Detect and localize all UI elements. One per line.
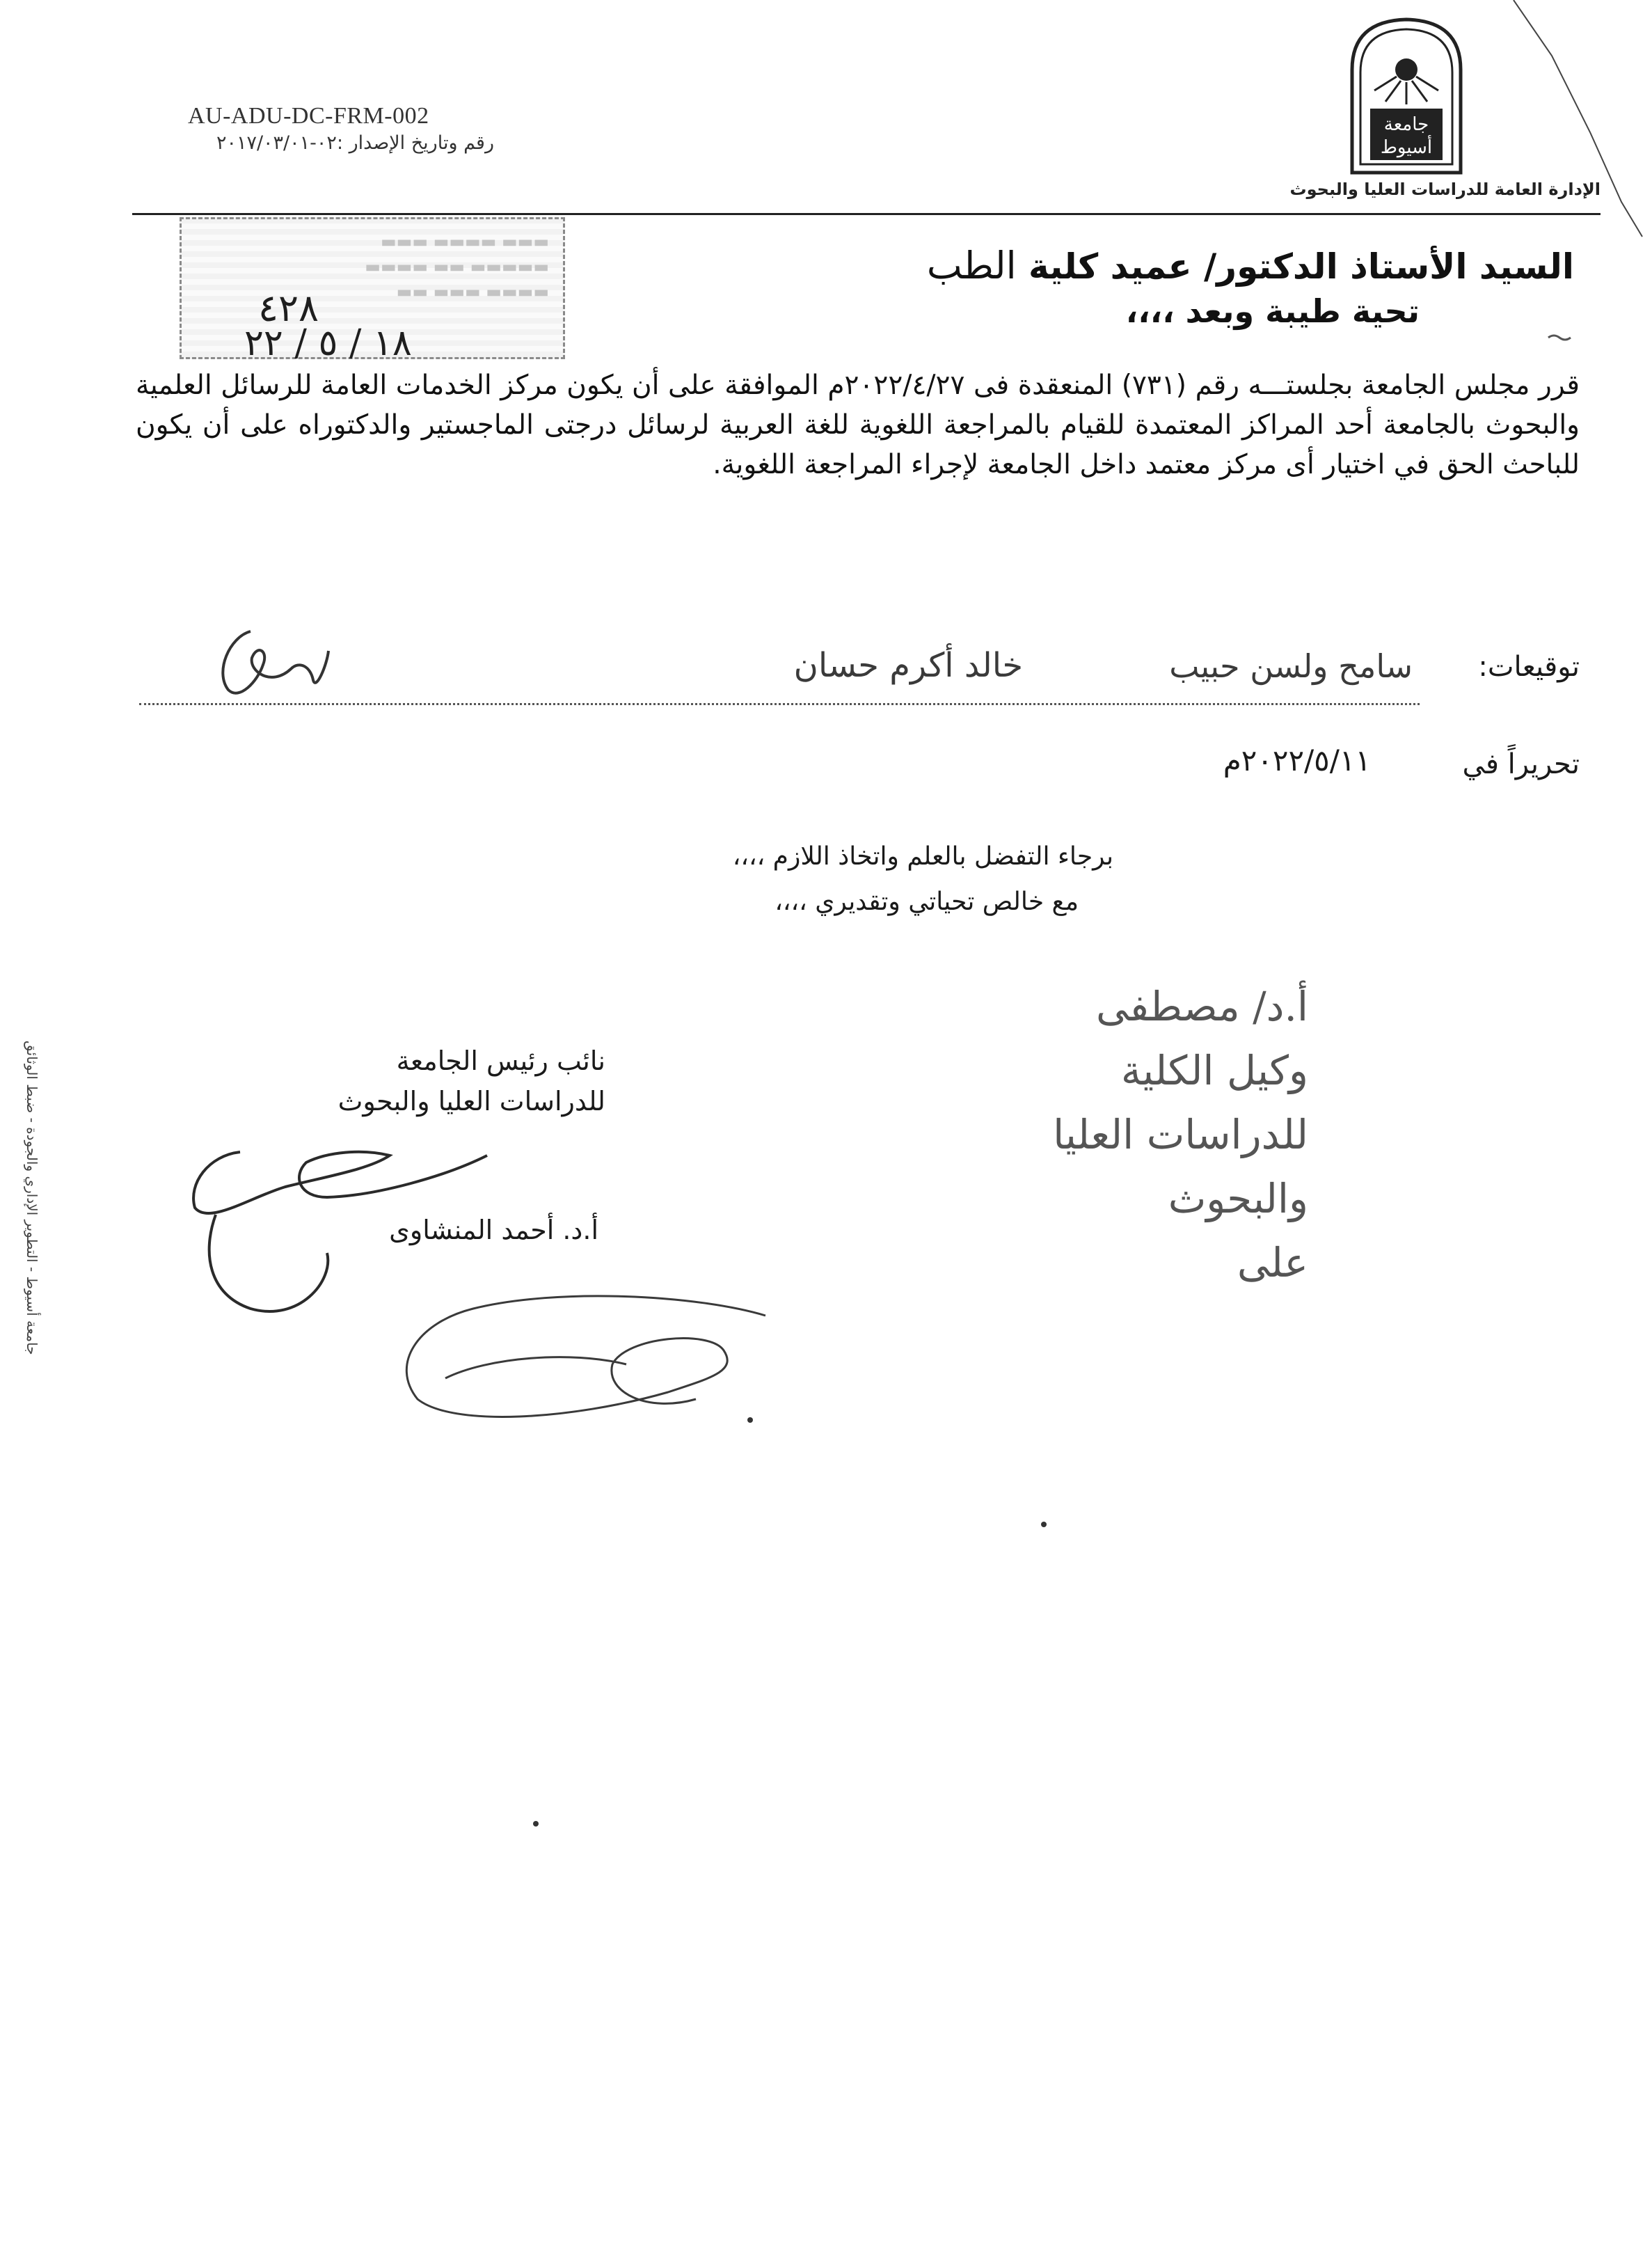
addressee xyxy=(696,244,1574,287)
mark-near-greeting xyxy=(1548,336,1571,340)
signatures-label: توقيعات: xyxy=(1478,651,1580,683)
incoming-stamp xyxy=(180,217,565,364)
logo-text-line-2: أسيوط xyxy=(1380,137,1433,158)
dated-value: ٢٠٢٢/٥/١١م xyxy=(1223,743,1371,778)
handwritten-note-line-3: للدراسات العليا xyxy=(1053,1111,1308,1158)
addressee-prefix: السيد الأستاذ الدكتور/ عميد كلية xyxy=(1028,246,1574,287)
signature-name-2: خالد أكرم حسان xyxy=(793,646,1023,685)
signatory-name: أ.د. أحمد المنشاوى xyxy=(389,1215,598,1245)
signatory-title xyxy=(230,1041,605,1121)
scan-dot-3 xyxy=(747,1417,753,1423)
stamp-date: ١٨ / ٥ / ٢٢ xyxy=(244,322,412,364)
signature-name-1: سامح ولسن حبيب xyxy=(1169,647,1413,685)
greeting: تحية طيبة وبعد ،،،، xyxy=(1125,292,1420,330)
handwritten-note-line-4: والبحوث xyxy=(1168,1175,1308,1222)
issue-date: رقم وتاريخ الإصدار :٠٢-٢٠١٧/٠٣/٠١ xyxy=(216,132,494,154)
logo-caption: الإدارة العامة للدراسات العليا والبحوث xyxy=(1289,180,1601,199)
stamp-faded-text: ▬▬▬ ▬▬▬▬ ▬▬▬ ▬▬▬▬ ▬▬ ▬▬▬▬▬ ▬▬ ▬▬▬ ▬▬▬▬ xyxy=(365,232,549,301)
logo-text-line-1: جامعة xyxy=(1383,114,1429,135)
form-code: AU-ADU-DC-FRM-002 xyxy=(188,103,429,129)
closing-line-2: مع خالص تحياتي وتقديري ،،،، xyxy=(775,888,1079,916)
header-divider xyxy=(132,213,1601,215)
stamp-number: ٤٢٨ xyxy=(258,286,319,330)
closing-line-1: برجاء التفضل بالعلم واتخاذ اللازم ،،،، xyxy=(732,842,1113,871)
signatures-dotted-line xyxy=(139,703,1420,705)
signature-scribble-3 xyxy=(209,623,334,713)
handwritten-note-line-5: على xyxy=(1237,1239,1308,1286)
university-logo xyxy=(1347,15,1466,175)
handwritten-note-line-1: أ.د/ مصطفى xyxy=(1096,983,1308,1030)
scan-edge-line xyxy=(1514,0,1642,237)
scan-dot-2 xyxy=(533,1821,539,1827)
document-control-sidebar: جامعة أسيوط - التطوير الإداري والجودة - ضبط الوثائق xyxy=(24,1041,40,1355)
bottom-signature xyxy=(406,1296,765,1417)
handwritten-note xyxy=(752,975,1308,1295)
scan-dot-1 xyxy=(1041,1522,1047,1527)
letter-body: قرر مجلس الجامعة بجلستـــه رقم (٧٣١) المنعقدة فى ٢٠٢٢/٤/٢٧م الموافقة على أن يكون مركز الخدمات العامة للرسائل العلمية والبحوث بالجامعة أحد المراكز المعتمدة للقيام بالمراجعة اللغوية للغة العربية لرسائل درجتى الماجستير والدكتوراه على أن يكون للباحث الحق في اختيار أى مركز معتمد داخل الجامعة لإجراء المراجعة اللغوية. xyxy=(136,370,1580,480)
signatory-title-line-1: نائب رئيس الجامعة xyxy=(396,1046,605,1076)
signatory-title-line-2: للدراسات العليا والبحوث xyxy=(337,1086,605,1117)
handwritten-note-line-2: وكيل الكلية xyxy=(1120,1047,1308,1094)
dated-label: تحريراً في xyxy=(1462,748,1580,780)
addressee-handwritten: الطب xyxy=(926,244,1017,287)
